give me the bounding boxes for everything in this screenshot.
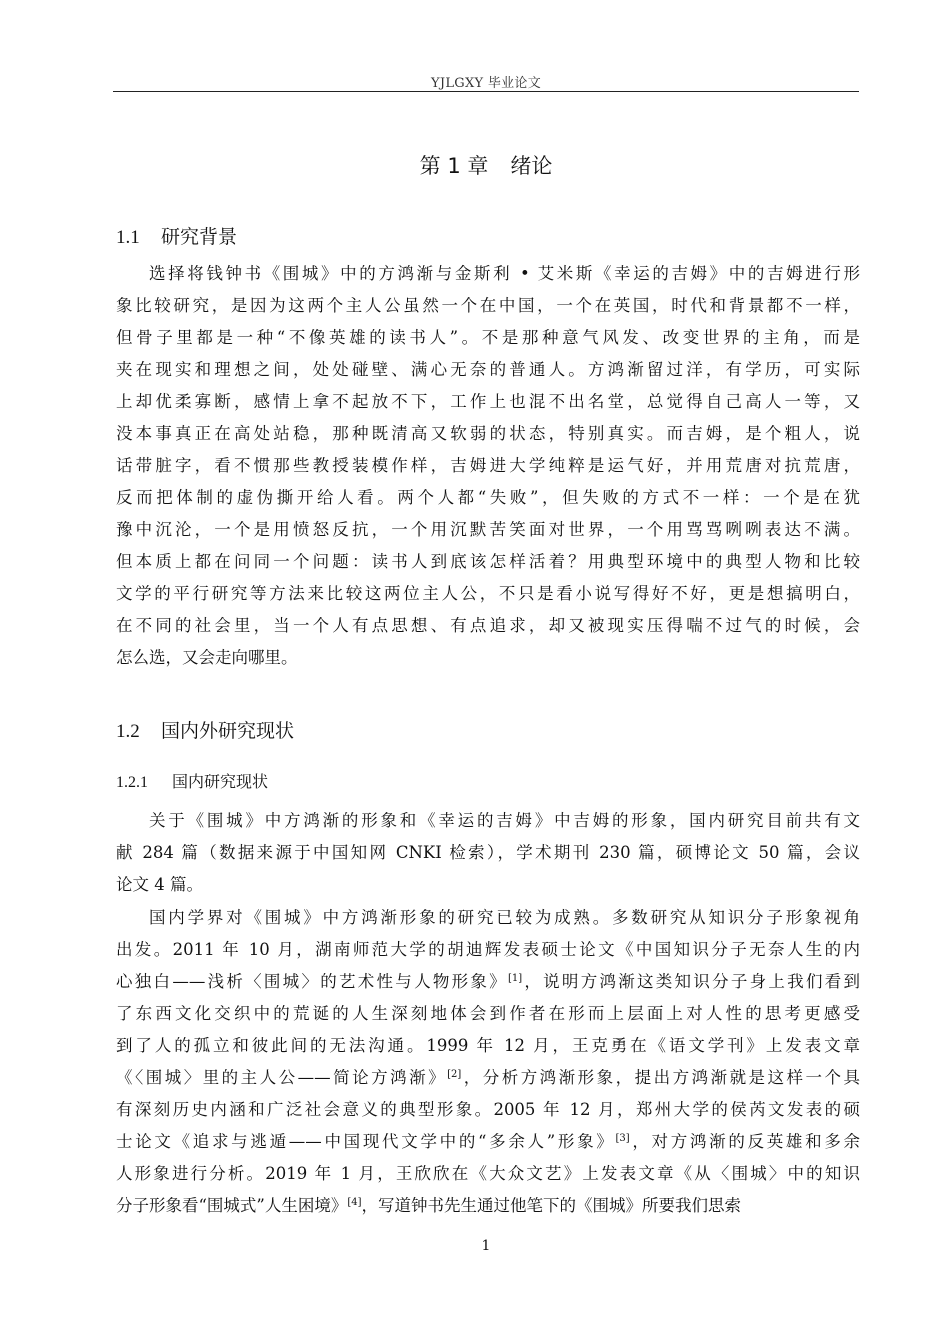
text-line: 豫中沉沦，一个是用愤怒反抗，一个用沉默苦笑面对世界，一个用骂骂咧咧表达不满。 [116,520,860,539]
chapter-title [113,150,859,180]
section-title: 国内外研究现状 [161,720,295,742]
text-line [116,1030,860,1062]
subsection-number: 1.2.1 [116,774,148,791]
section-number: 1.2 [116,721,140,742]
text-segment: 国内学界对《围城》中方鸿渐形象的研究已较为成熟。多数研究从知识分子形象视角 [149,908,860,927]
text-segment: 《〈围城〉里的主人公——简论方鸿渐》 [116,1068,448,1087]
text-line: 反而把体制的虚伪撕开给人看。两个人都“失败”，但失败的方式不一样：一个是在犹 [116,488,860,507]
text-line [116,1062,860,1094]
text-line: 象比较研究，是因为这两个主人公虽然一个在中国，一个在英国，时代和背景都不一样， [116,296,860,315]
text-segment: 到了人的孤立和彼此间的无法沟通。1999 年 12 月，王克勇在《语文学刊》上发表文章 [116,1036,860,1055]
text-line: 但本质上都在问同一个问题：读书人到底该怎样活着？用典型环境中的典型人物和比较 [116,552,860,571]
text-line: 上却优柔寡断，感情上拿不起放不下，工作上也混不出名堂，总觉得自己高人一等，又 [116,392,860,411]
citation-ref[interactable]: [2] [447,1069,462,1080]
text-segment: 分子形象看“围城式”人生困境》 [116,1196,348,1215]
paragraph-domestic-literature [116,902,860,1222]
citation-ref[interactable]: [3] [615,1133,630,1144]
subsection-title: 国内研究现状 [172,772,269,791]
section-title: 研究背景 [161,226,238,248]
chapter-name: 绪论 [510,154,553,178]
text-segment: 有深刻历史内涵和广泛社会意义的典型形象。2005 年 12 月，郑州大学的侯芮文发表的硕 [116,1100,860,1119]
text-line: 怎么选，又会走向哪里。 [116,648,298,667]
text-segment: 了东西文化交织中的荒诞的人生深刻地体会到作者在形而上层面上对人性的思考更感受 [116,1004,860,1023]
subsection-heading-1-2-1 [116,769,268,792]
text-line: 在不同的社会里，当一个人有点思想、有点追求，却又被现实压得喘不过气的时候，会 [116,616,860,635]
citation-ref[interactable]: [4] [347,1197,362,1208]
paragraph-domestic-statistics [116,805,860,901]
section-heading-1-2 [116,716,294,743]
text-line [116,998,860,1030]
text-segment: 出发。2011 年 10 月，湖南师范大学的胡迪辉发表硕士论文《中国知识分子无奈人生的内 [116,940,860,959]
text-line: 文学的平行研究等方法来比较这两位主人公，不只是看小说写得好不好，更是想搞明白， [116,584,860,603]
paragraph-research-background [116,258,860,674]
text-segment: 人形象进行分析。2019 年 1 月，王欣欣在《大众文艺》上发表文章《从〈围城〉中的知识 [116,1164,860,1183]
text-line [116,1126,860,1158]
text-line: 论文 4 篇。 [116,875,203,894]
header-rule [113,91,859,92]
text-line: 话带脏字，看不惯那些教授装模作样，吉姆进大学纯粹是运气好，并用荒唐对抗荒唐， [116,456,860,475]
text-line [116,934,860,966]
text-segment: 心独白——浅析〈围城〉的艺术性与人物形象》 [116,972,508,991]
page-number: 1 [481,1238,491,1254]
text-line [116,966,860,998]
text-line: 没本事真正在高处站稳，那种既清高又软弱的状态，特别真实。而吉姆，是个粗人，说 [116,424,860,443]
text-segment: ，说明方鸿渐这类知识分子身上我们看到 [522,972,861,991]
text-segment: ，分析方鸿渐形象，提出方鸿渐就是这样一个具 [461,1068,861,1087]
text-line: 选择将钱钟书《围城》中的方鸿渐与金斯利 • 艾米斯《幸运的吉姆》中的吉姆进行形 [149,264,860,283]
text-line: 夹在现实和理想之间，处处碰壁、满心无奈的普通人。方鸿渐留过洋，有学历，可实际 [116,360,860,379]
text-line [116,902,860,934]
text-line [116,1190,860,1222]
section-number: 1.1 [116,227,140,248]
text-line: 关于《围城》中方鸿渐的形象和《幸运的吉姆》中吉姆的形象，国内研究目前共有文 [149,811,860,830]
citation-ref[interactable]: [1] [507,973,523,984]
text-segment: 士论文《追求与逃遁——中国现代文学中的“多余人”形象》 [116,1132,616,1151]
text-segment: ，写道钟书先生通过他笔下的《围城》所要我们思索 [361,1196,742,1215]
text-line [116,1158,860,1190]
text-line [116,1094,860,1126]
running-header: YJLGXY 毕业论文 [430,76,542,91]
text-line: 献 284 篇（数据来源于中国知网 CNKI 检索），学术期刊 230 篇，硕博论文 50 篇，会议 [116,843,860,862]
section-heading-1-1 [116,222,237,249]
chapter-number: 第 1 章 [419,154,489,178]
text-segment: ，对方鸿渐的反英雄和多余 [629,1132,861,1151]
text-line: 但骨子里都是一种“不像英雄的读书人”。不是那种意气风发、改变世界的主角，而是 [116,328,860,347]
